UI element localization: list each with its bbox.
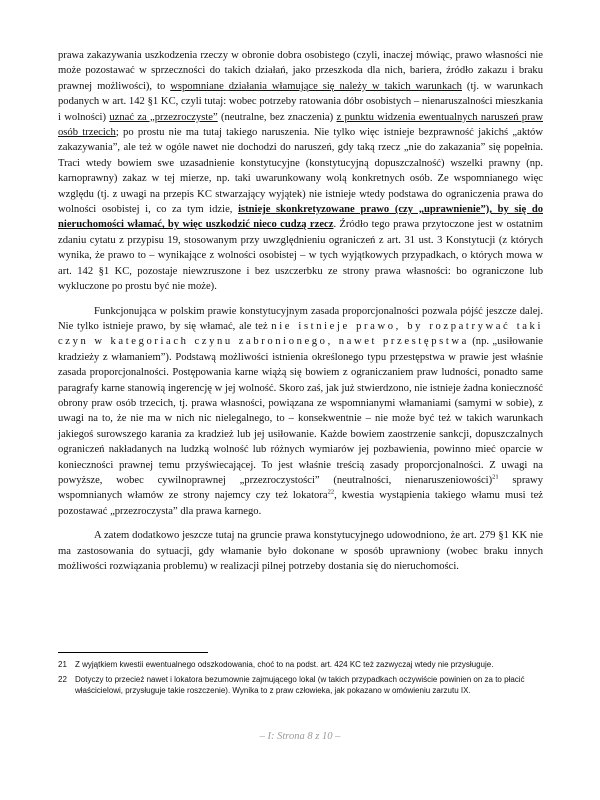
footnote-21 (58, 659, 543, 670)
text-run: . Źródło tego prawa przytoczone jest w ostatnim zdaniu cytatu z przypisu 19, stosowanym przy uwzględnieniu ograniczeń z art. 31 ust. 3 Konstytucji (z których wynika, że prawo to – wynikające z wolności osobistej – w tych wyjątkowych przypadkach, o których mowa w art. 142 §1 KC, pozostaje niewzruszone i bez uszczerbku ze strony prawa własności: bo ograniczone lub wykluczone po prostu być nie może). (58, 219, 543, 293)
page-number-footer: – I: Strona 8 z 10 – (259, 731, 341, 742)
footnote-separator (58, 652, 208, 653)
footnote-number: 22 (58, 675, 67, 684)
underlined-text: wspomniane działania włamujące się należy w takich warunkach (170, 80, 462, 92)
body-text (58, 48, 543, 583)
footnote-number: 21 (58, 660, 67, 669)
text-run: (tj. w warunkach podanych w art. 142 §1 KC, czyli tutaj: wobec potrzeby ratowania dóbr osobistych – nienaruszalności mieszkania i wolności) (58, 80, 544, 123)
spaced-emphasis-text: nie istnieje prawo, by rozpatrywać taki czyn w kategoriach czynu zabronionego, nawet przestępstwa (58, 320, 543, 348)
text-run: ; po prostu nie ma tutaj takiego naruszenia. Nie tylko więc istnieje bezprawność jakichś „aktów zakazywania”, ale też w ogóle nawet nie dochodzi do naruszeń, gdy taką rzecz „nie do zakazania” się popełnia. Traci wtedy bowiem swe uzasadnienie konstytucyjne (konstytucyjną dopuszczalność) wszelki prawny (np. karnoprawny) zakaz w tej mierze, np. taki uwarunkowany wolą konkretnych osób. Ze wspomnianego więc względu (tj. z uwagi na przepis KC stwarzający wyjątek) nie istnieje wtedy podstawa do ograniczenia prawa do wolności osobistej i, co za tym idzie, (58, 127, 544, 216)
footnote-22 (58, 674, 543, 696)
text-run: Funkcjonująca w polskim prawie konstytucyjnym zasada proporcjonalności pozwala pójść jeszcze dalej. Nie tylko istnieje prawo, by się włamać, ale też (58, 305, 543, 332)
paragraph-3: A zatem dodatkowo jeszcze tutaj na gruncie prawa konstytucyjnego udowodniono, że art. 279 §1 KK nie ma zastosowania do sytuacji, gdy włamanie było dokonane w sposób uprawniony (wobec braku innych możliwości rozwiązania problemu) w realizacji pilnej potrzeby dostania się do nieruchomości. (58, 530, 543, 572)
text-run: sprawy wspomnianych włamów ze strony najemcy czy też lokatora (58, 474, 543, 502)
paragraph-2 (58, 304, 543, 520)
text-run: (neutralne, bez znaczenia) (217, 111, 337, 123)
underlined-text: z punktu widzenia ewentualnych naruszeń praw osób trzecich (58, 111, 543, 139)
text-run: (np. „usiłowanie kradzieży z włamaniem”). Podstawą możliwości istnienia określonego typu przestępstwa w prawie jest właśnie zasada proporcjonalności. Postępowania karne wiążą się bowiem z ograniczaniem praw ludności, ponadto same paragrafy karne stanowią ingerencję w jej wolność. Skoro zaś, jak już stwierdzono, nie istnieje żadna konieczność obrony praw osób trzecich, tj. prawa własności, powiązana ze wspomnianymi włamaniami (samymi w sobie), z uwagi na to, że nie ma w nich nic nielegalnego, to – konsekwentnie – nie może być też w takich warunkach jakiegoś surowszego karania za kradzież lub jej usiłowanie. Każde bowiem zaostrzenie sankcji, dopuszczalnych ograniczeń nakładanych na ludzką wolność lub różnych wymiarów jej pozbawienia, powinno mieć oparcie w konieczności prawnej temu przyświecającej. To jest właśnie treścią zasady proporcjonalności. Z uwagi na powyższe, wobec cywilnoprawnej „przezroczystości” (neutralności, nienaruszeniowości) (58, 336, 543, 486)
underlined-text: uznać za „przezroczyste” (109, 111, 218, 123)
bold-underlined-text: istnieje skonkretyzowane prawo (czy „uprawnienie”), by się do nieruchomości włamać, by więc uszkodzić nieco cudzą rzecz (58, 204, 544, 231)
footnote-text: Dotyczy to przecież nawet i lokatora bezumownie zajmującego lokal (w takich przypadkach oczywiście powinien on za to płacić właścicielowi, przysługuje takie roszczenie). Wynika to z praw człowieka, jak pokazano w omówieniu zarzutu IX. (75, 675, 525, 695)
text-run: , kwestia wystąpienia takiego włamu musi też pozostawać „przezroczysta” dla prawa karnego. (58, 490, 543, 517)
paragraph-1 (58, 48, 543, 295)
text-run: prawa zakazywania uszkodzenia rzeczy w obronie dobra osobistego (czyli, inaczej mówiąc, prawo własności nie może pozostawać w sprzeczności do takich działań, jako przeszkoda dla nich, bariera, źródło zakazu i braku prawnej możliwości), to (58, 50, 543, 92)
footnotes (58, 659, 543, 700)
footnote-ref-21[interactable]: 21 (492, 473, 499, 481)
footnote-text: Z wyjątkiem kwestii ewentualnego odszkodowania, choć to na podst. art. 424 KC też zazwyczaj wtedy nie przysługuje. (75, 660, 494, 669)
footnote-ref-22[interactable]: 22 (327, 488, 335, 496)
